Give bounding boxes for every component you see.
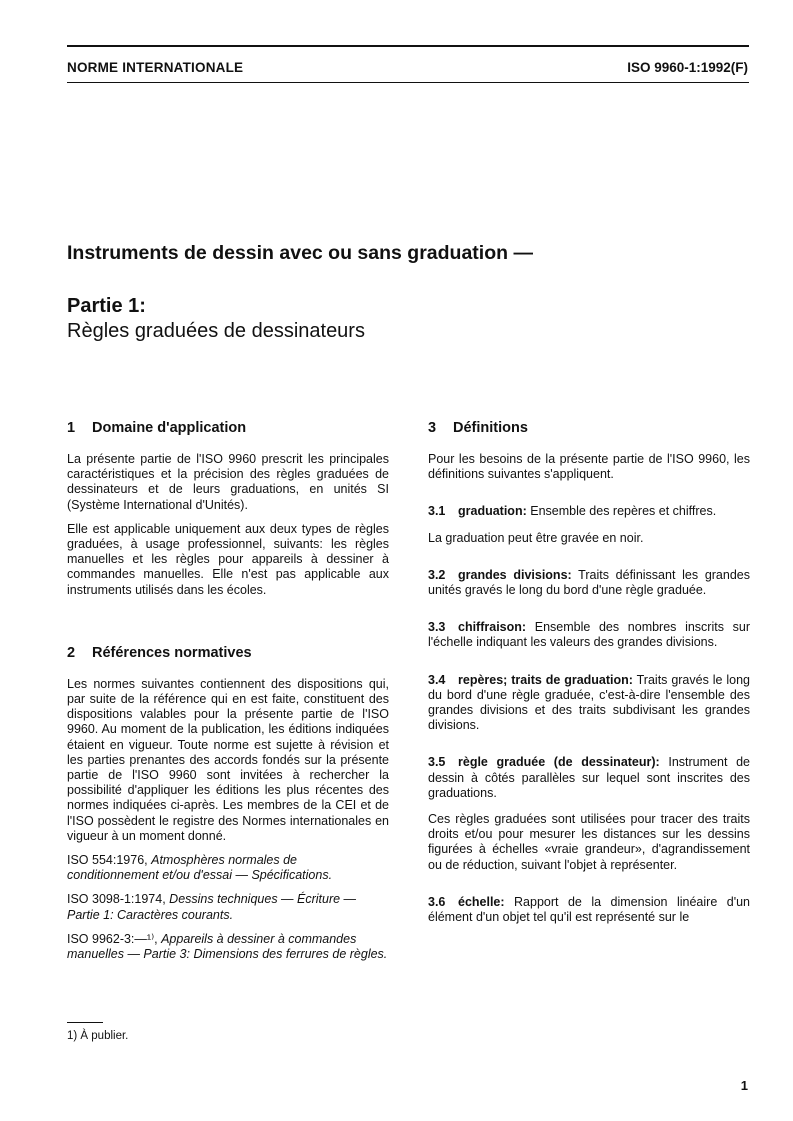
definition-note: Ces règles graduées sont utilisées pour tracer des traits droits et/ou pour mesurer les distances sur les dessins figurées à échelles «vraie grandeur», d'agrandissement ou de réduction, suivant l'objet à représenter.: [428, 812, 750, 872]
section-3-intro: Pour les besoins de la présente partie de l'ISO 9960, les définitions suivantes s'appliquent.: [428, 452, 750, 482]
definition-item: 3.3 chiffraison: Ensemble des nombres inscrits sur l'échelle indiquant les valeurs des grandes divisions.: [428, 620, 750, 650]
definition-item: 3.1 graduation: Ensemble des repères et chiffres.: [428, 504, 717, 519]
page-number: 1: [740, 1078, 748, 1093]
part-label: Partie 1:: [67, 295, 146, 317]
section-1-heading: 1 Domaine d'application: [67, 420, 247, 436]
definition-item: 3.2 grandes divisions: Traits définissant les grandes unités gravés le long du bord d'une règle graduée.: [428, 567, 750, 598]
footnote-rule: [67, 1022, 103, 1023]
section-1-paragraph: La présente partie de l'ISO 9960 prescrit les principales caractéristiques et la précision des règles graduées de dessinateurs et de leurs graduations, en unités SI (Système International d'Unités).: [67, 452, 389, 512]
header-standard-type: NORME INTERNATIONALE: [67, 60, 244, 75]
header-standard-number: ISO 9960-1:1992(F): [627, 60, 748, 75]
reference-item: ISO 3098-1:1974, Dessins techniques — Écriture — Partie 1: Caractères courants.: [67, 892, 357, 922]
part-title: Règles graduées de dessinateurs: [67, 320, 365, 342]
header-rule: [67, 82, 749, 83]
definition-item: 3.6 échelle: Rapport de la dimension linéaire d'un élément d'un objet tel qu'il est représenté sur le: [428, 894, 750, 925]
left-column: [67, 420, 389, 962]
section-3-heading: 3 Définitions: [428, 420, 528, 436]
section-1-paragraph: Elle est applicable uniquement aux deux types de règles graduées, à usage professionnel, suivants: les règles manuelles et les règles pour appareils à dessiner à commandes manuelles. Elle n'est pas applicable aux instruments utilisés dans les écoles.: [67, 521, 389, 597]
footnote: 1) À publier.: [67, 1030, 129, 1042]
reference-item: ISO 554:1976, Atmosphères normales de conditionnement et/ou d'essai — Spécifications.: [67, 853, 333, 883]
definition-note: La graduation peut être gravée en noir.: [428, 530, 644, 545]
section-2-paragraph: Les normes suivantes contiennent des dispositions qui, par suite de la référence qui en est faite, constituent des dispositions valables pour la présente partie de l'ISO 9960. Au moment de la publication, les éditions indiquées étaient en vigueur. Toute norme est sujette à révision et les parties prenantes des accords fondés sur la présente partie de l'ISO 9960 sont invitées à rechercher la possibilité d'appliquer les éditions les plus récentes des normes indiquées ci-après. Les membres de la CEI et de l'ISO possèdent le registre des Normes internationales en vigueur à un moment donné.: [67, 676, 389, 843]
top-rule: [67, 45, 749, 47]
definition-item: 3.5 règle graduée (de dessinateur): Instrument de dessin à côtés parallèles sur lequel sont inscrites des graduations.: [428, 755, 750, 800]
definition-item: 3.4 repères; traits de graduation: Traits gravés le long du bord d'une règle graduée, c'est-à-dire l'ensemble des grandes divisions et des traits subdivisant les grandes divisions.: [428, 672, 750, 733]
right-column: [428, 420, 750, 925]
document-title: Instruments de dessin avec ou sans graduation —: [67, 242, 533, 264]
section-2-heading: 2 Références normatives: [67, 644, 252, 661]
reference-item: ISO 9962-3:—¹⁾, Appareils à dessiner à commandes manuelles — Partie 3: Dimensions des ferrures de règles.: [67, 931, 388, 962]
